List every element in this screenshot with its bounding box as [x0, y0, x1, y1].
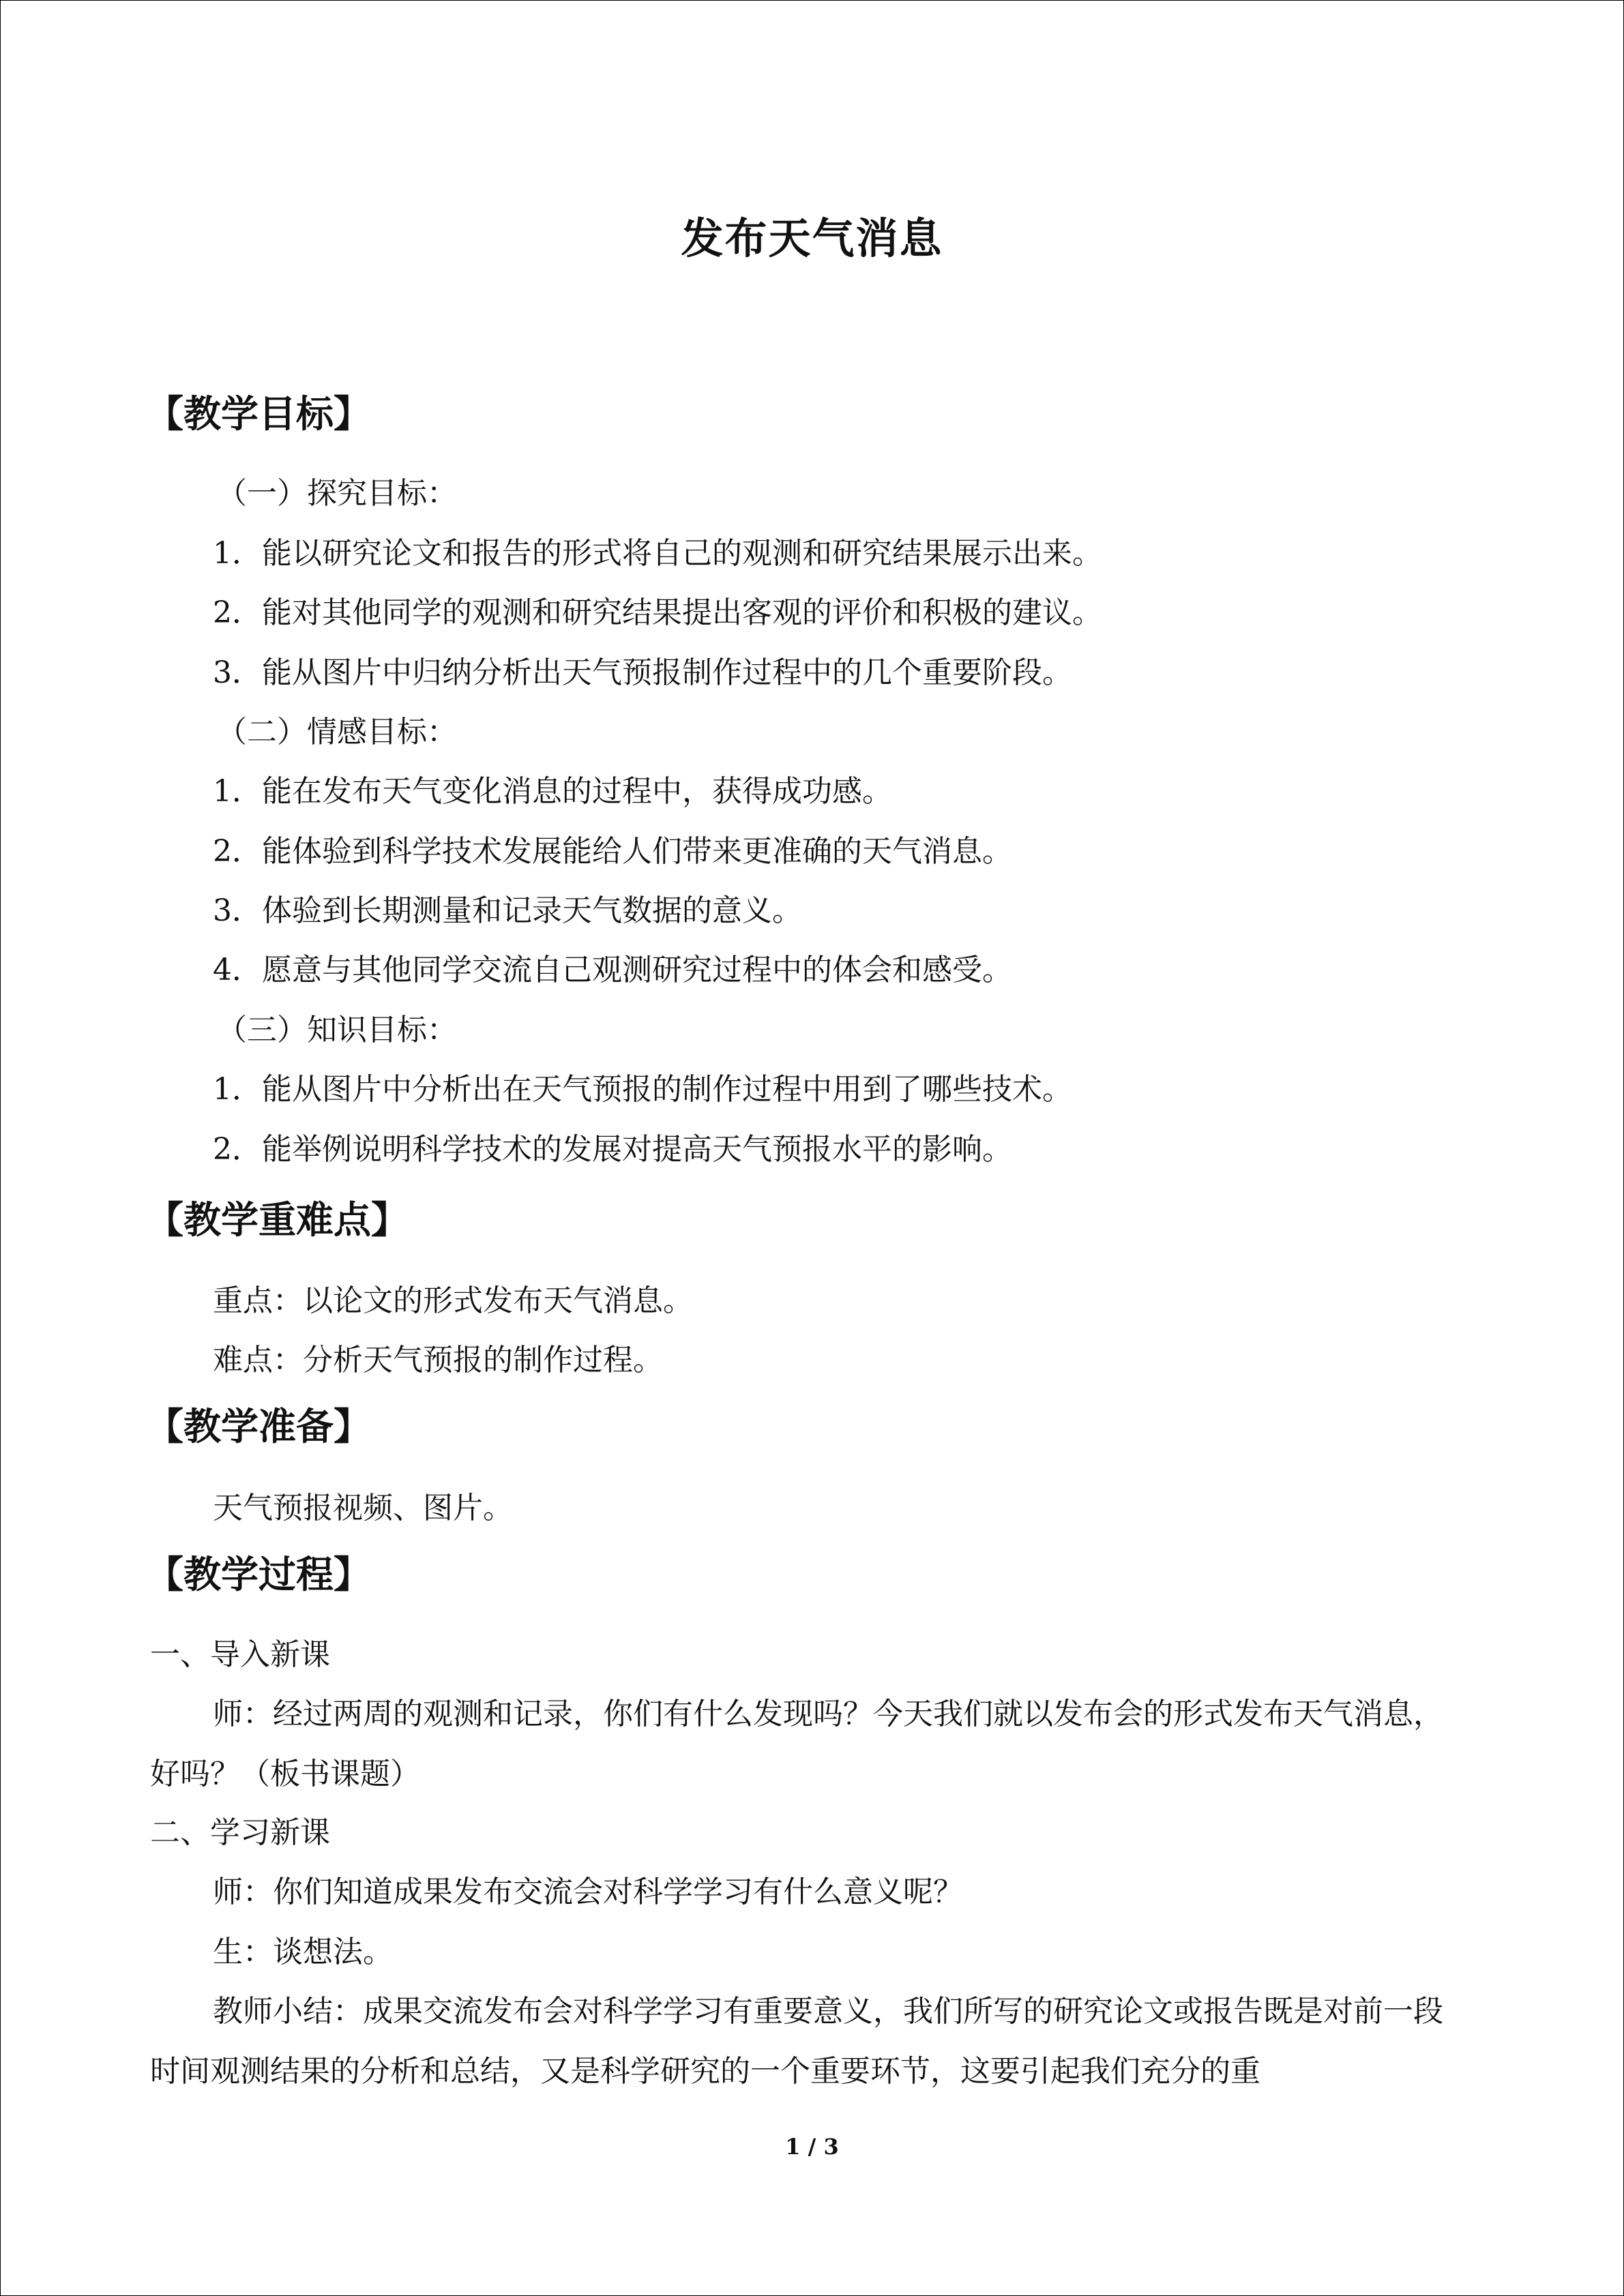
list-item: 4．愿意与其他同学交流自己观测研究过程中的体会和感受。 — [213, 953, 1012, 987]
subsection-title-emotion: （二）情感目标： — [217, 715, 457, 749]
list-item: 1．能从图片中分析出在天气预报的制作过程中用到了哪些技术。 — [213, 1072, 1072, 1107]
list-item: 3．体验到长期测量和记录天气数据的意义。 — [213, 893, 802, 928]
page-number: 1 / 3 — [785, 2134, 839, 2160]
list-item: 1．能在发布天气变化消息的过程中，获得成功感。 — [213, 774, 892, 809]
section-heading-key-points: 【教学重难点】 — [146, 1198, 409, 1242]
list-item: 1．能以研究论文和报告的形式将自己的观测和研究结果展示出来。 — [213, 536, 1102, 571]
list-item: 2．能对其他同学的观测和研究结果提出客观的评价和积极的建议。 — [213, 595, 1102, 630]
process-part1-paragraph: 师：经过两周的观测和记录，你们有什么发现吗？今天我们就以发布会的形式发布天气消息，好吗？（板书课题） — [150, 1697, 1443, 1791]
list-item: 3．能从图片中归纳分析出天气预报制作过程中的几个重要阶段。 — [213, 655, 1072, 690]
process-question: 师：你们知道成果发布交流会对科学学习有什么意义呢？ — [213, 1875, 963, 1909]
list-item: 2．能举例说明科学技术的发展对提高天气预报水平的影响。 — [213, 1132, 1012, 1167]
subsection-title-explore: （一）探究目标： — [217, 476, 457, 511]
section-heading-process: 【教学过程】 — [146, 1553, 372, 1596]
key-point-focus: 重点：以论文的形式发布天气消息。 — [213, 1283, 693, 1318]
document-title: 发布天气消息 — [681, 213, 943, 263]
process-part1-title: 一、导入新课 — [150, 1637, 330, 1672]
list-item: 2．能体验到科学技术发展能给人们带来更准确的天气消息。 — [213, 834, 1012, 869]
section-heading-preparation: 【教学准备】 — [146, 1405, 372, 1448]
section-heading-goals: 【教学目标】 — [146, 392, 372, 436]
process-part2-title: 二、学习新课 — [150, 1815, 330, 1850]
process-summary-paragraph: 教师小结：成果交流发布会对科学学习有重要意义，我们所写的研究论文或报告既是对前一段时间观测结果的分析和总结，又是科学研究的一个重要环节，这要引起我们充分的重 — [150, 1994, 1443, 2089]
key-point-difficulty: 难点：分析天气预报的制作过程。 — [213, 1343, 663, 1377]
preparation-text: 天气预报视频、图片。 — [213, 1491, 513, 1525]
subsection-title-knowledge: （三）知识目标： — [217, 1013, 457, 1047]
process-answer: 生：谈想法。 — [213, 1935, 393, 1969]
